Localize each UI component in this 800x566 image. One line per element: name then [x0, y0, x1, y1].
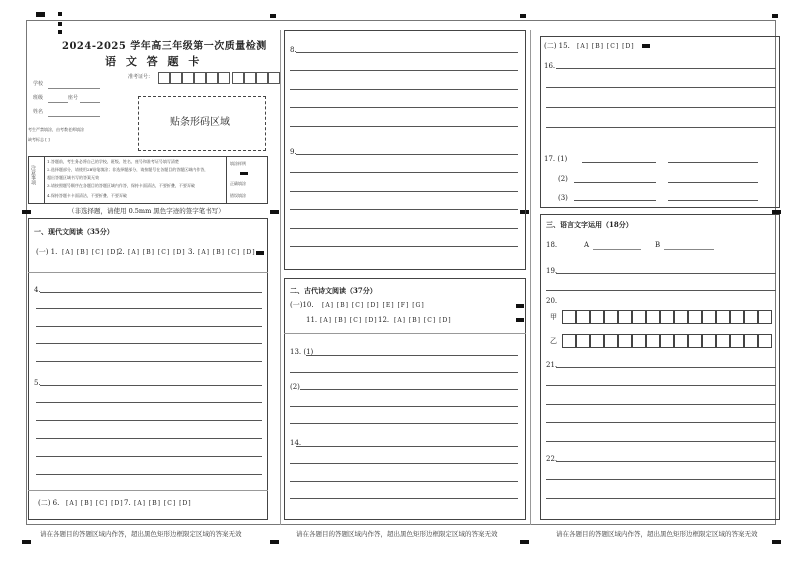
q20-number: 20. — [546, 297, 558, 305]
writing-line[interactable] — [546, 498, 776, 499]
writing-line[interactable] — [668, 182, 758, 183]
alignment-mark — [270, 14, 276, 18]
writing-line[interactable] — [290, 172, 518, 173]
writing-line[interactable] — [574, 200, 656, 201]
answer-area-col2 — [284, 30, 526, 270]
q18-a-line[interactable] — [593, 249, 641, 250]
pen-note: （非选择题，请使用 0.5mm 黑色字迹的签字笔书写） — [68, 207, 225, 215]
alignment-mark — [22, 540, 31, 544]
q9-number: 9. — [290, 148, 297, 156]
writing-line[interactable] — [556, 273, 776, 274]
q5-number: 5. — [34, 379, 41, 387]
absent-note: 考生严禁填涂，由考教老师填涂 — [28, 127, 84, 132]
q4-number: 4. — [34, 286, 41, 294]
section-mark — [256, 251, 264, 255]
q10-number: (一)10. — [290, 301, 314, 309]
q20-grid-cell[interactable] — [674, 334, 688, 348]
q20-grid-cell[interactable] — [702, 334, 716, 348]
writing-line[interactable] — [36, 361, 262, 362]
q20-grid-cell[interactable] — [576, 310, 590, 324]
writing-line[interactable] — [290, 228, 518, 229]
field-line-name[interactable] — [48, 116, 100, 117]
q15-options[interactable]: [A] [B] [C] [D] — [577, 43, 635, 50]
field-label-name: 姓名 — [33, 109, 44, 115]
alignment-mark — [520, 14, 526, 18]
col2-footer: 请在各题目的答题区域内作答，超出黑色矩形边框限定区域的答案无效 — [296, 530, 498, 538]
writing-line[interactable] — [290, 246, 518, 247]
fill-example-label: 填涂样例 — [230, 161, 246, 166]
section-title-1: 一、现代文阅读（35分） — [34, 227, 114, 236]
q20-grid-cell[interactable] — [660, 310, 674, 324]
absent-mark[interactable]: 缺考标志 [ ] — [28, 137, 50, 142]
col1-footer: 请在各题目的答题区域内作答，超出黑色矩形边框限定区域的答案无效 — [40, 530, 242, 538]
q1-number: (一) 1. — [36, 248, 58, 256]
question-divider — [28, 490, 268, 491]
notice-line: 4.保持答题卡卡面清洁，不要折叠、不要弄破 — [47, 193, 127, 198]
exam-id-cell[interactable] — [218, 72, 230, 84]
q13-1-number: 13. (1) — [290, 348, 314, 356]
q17-1-number: 17. (1) — [544, 155, 568, 163]
writing-line[interactable] — [556, 68, 776, 69]
writing-line[interactable] — [574, 182, 656, 183]
writing-line[interactable] — [546, 422, 776, 423]
q2-options[interactable]: [A] [B] [C] [D] — [128, 249, 186, 256]
q20-grid-cell[interactable] — [730, 310, 744, 324]
writing-line[interactable] — [546, 479, 776, 480]
q18-b-label: B — [655, 241, 661, 249]
writing-line[interactable] — [290, 89, 518, 90]
q20-grid-cell[interactable] — [688, 334, 702, 348]
exam-id-cell[interactable] — [232, 72, 244, 84]
q20-grid-cell[interactable] — [590, 334, 604, 348]
alignment-mark — [58, 22, 62, 26]
q18-b-line[interactable] — [664, 249, 714, 250]
writing-line[interactable] — [546, 107, 776, 108]
notice-line: 3.请按照题号顺序在各题目的答题区域内作答，保持卡面清洁，不要折叠，不要弄破 — [47, 183, 195, 188]
writing-line[interactable] — [546, 127, 776, 128]
alignment-mark — [22, 210, 31, 214]
field-label-class: 班级 — [33, 95, 44, 101]
q12-options[interactable]: [A] [B] [C] [D] — [394, 317, 452, 324]
alignment-mark — [772, 540, 781, 544]
exam-id-cell[interactable] — [256, 72, 268, 84]
q19-number: 19. — [546, 267, 558, 275]
q20-grid-cell[interactable] — [632, 310, 646, 324]
writing-line[interactable] — [296, 154, 518, 155]
q15-number: (二) 15. — [544, 42, 570, 50]
writing-line[interactable] — [290, 209, 518, 210]
exam-id-cell[interactable] — [268, 72, 280, 84]
alignment-mark — [270, 540, 279, 544]
q20-grid-cell[interactable] — [744, 310, 758, 324]
q20-grid-cell[interactable] — [744, 334, 758, 348]
writing-line[interactable] — [556, 367, 776, 368]
q20-grid-cell[interactable] — [758, 310, 772, 324]
q6-number: (二) 6. — [38, 499, 60, 507]
q20-grid-cell[interactable] — [730, 334, 744, 348]
notice-divider — [226, 156, 227, 204]
section-title-3: 三、语言文字运用（18分） — [546, 220, 633, 229]
exam-id-label: 准考证号： — [128, 74, 154, 80]
fill-correct-label: 正确填涂 — [230, 181, 246, 186]
writing-line[interactable] — [36, 474, 262, 475]
exam-id-cell[interactable] — [206, 72, 218, 84]
writing-line[interactable] — [546, 385, 776, 386]
writing-line[interactable] — [290, 191, 518, 192]
writing-line[interactable] — [668, 162, 758, 163]
q14-number: 14. — [290, 439, 302, 447]
writing-line[interactable] — [546, 290, 776, 291]
q18-number: 18. — [546, 241, 558, 249]
q22-number: 22. — [546, 455, 558, 463]
q20-grid-cell[interactable] — [562, 334, 576, 348]
alignment-mark — [36, 12, 45, 17]
writing-line[interactable] — [290, 70, 518, 71]
q20-grid-cell[interactable] — [618, 310, 632, 324]
writing-line[interactable] — [546, 441, 776, 442]
notice-line: 1.答题前，考生务必将自己的学校、班级、姓名、座号和准考证号填写清楚 — [47, 159, 179, 164]
column-divider — [280, 30, 281, 525]
exam-title: 2024-2025 学年高三年级第一次质量检测 — [62, 41, 267, 52]
writing-line[interactable] — [36, 308, 262, 309]
writing-line[interactable] — [40, 292, 262, 293]
q20-grid-cell[interactable] — [758, 334, 772, 348]
writing-line[interactable] — [40, 385, 262, 386]
q1-options[interactable]: [A] [B] [C] [D] — [62, 249, 120, 256]
q20-grid-cell[interactable] — [646, 334, 660, 348]
writing-line[interactable] — [36, 343, 262, 344]
writing-line[interactable] — [36, 456, 262, 457]
writing-line[interactable] — [36, 420, 262, 421]
q8-number: 8. — [290, 46, 297, 54]
field-line-school[interactable] — [48, 88, 100, 89]
q20-row1-label: 甲 — [550, 313, 557, 321]
section-mark — [516, 304, 524, 308]
q17-2-number: (2) — [558, 175, 568, 183]
q20-grid-cell[interactable] — [576, 334, 590, 348]
answer-area-col2-lower — [284, 278, 526, 520]
field-label-seat: 座号 — [68, 95, 79, 101]
writing-line[interactable] — [546, 404, 776, 405]
exam-id-cell[interactable] — [244, 72, 256, 84]
alignment-mark — [270, 210, 279, 214]
section-mark — [642, 44, 650, 48]
q18-a-label: A — [584, 241, 590, 249]
q20-grid-cell[interactable] — [688, 310, 702, 324]
q13-2-number: (2) — [290, 383, 300, 391]
exam-id-cell[interactable] — [194, 72, 206, 84]
q20-row2-label: 乙 — [550, 337, 557, 345]
q21-number: 21. — [546, 361, 558, 369]
q7-options[interactable]: [A] [B] [C] [D] — [134, 500, 192, 507]
field-line-class[interactable] — [48, 102, 68, 103]
col3-footer: 请在各题目的答题区域内作答，超出黑色矩形边框限定区域的答案无效 — [556, 530, 758, 538]
q20-grid-cell[interactable] — [674, 310, 688, 324]
q2-number: 2. — [118, 248, 125, 256]
fill-example-mark — [240, 172, 248, 175]
section-title-2: 二、古代诗文阅读（37分） — [290, 286, 377, 295]
q3-options[interactable]: [A] [B] [C] [D] — [198, 249, 256, 256]
q11-options[interactable]: [A] [B] [C] [D] — [320, 317, 378, 324]
notice-divider — [44, 156, 45, 204]
alignment-mark — [58, 30, 62, 34]
q7-number: 7. — [124, 499, 131, 507]
notice-line: 2.选择题部分，请使用2B铅笔填涂；非选择题部分，请按题号在各题目的答题区域内作答， — [47, 167, 209, 172]
q20-grid-cell[interactable] — [632, 334, 646, 348]
q20-grid-cell[interactable] — [702, 310, 716, 324]
section-mark — [516, 318, 524, 322]
q16-number: 16. — [544, 62, 556, 70]
q20-grid-cell[interactable] — [604, 334, 618, 348]
q20-grid-cell[interactable] — [646, 310, 660, 324]
field-label-school: 学校 — [33, 81, 44, 87]
sheet-subtitle: 语 文 答 题 卡 — [105, 55, 203, 68]
writing-line[interactable] — [668, 200, 758, 201]
field-line-seat[interactable] — [80, 102, 100, 103]
q20-grid-cell[interactable] — [590, 310, 604, 324]
alignment-mark — [58, 12, 62, 16]
q11-number: 11. — [306, 316, 318, 324]
notice-label: 注意事项 — [30, 165, 36, 185]
barcode-area-label: 贴条形码区域 — [170, 117, 230, 128]
q20-grid-cell[interactable] — [716, 310, 730, 324]
writing-line[interactable] — [582, 162, 656, 163]
q20-grid-cell[interactable] — [562, 310, 576, 324]
q12-number: 12. — [378, 316, 390, 324]
writing-line[interactable] — [290, 126, 518, 127]
writing-line[interactable] — [36, 438, 262, 439]
q20-grid-cell[interactable] — [660, 334, 674, 348]
q17-3-number: (3) — [558, 194, 568, 202]
exam-id-cell[interactable] — [182, 72, 194, 84]
alignment-mark — [520, 540, 529, 544]
q20-grid-cell[interactable] — [618, 334, 632, 348]
writing-line[interactable] — [546, 87, 776, 88]
question-divider — [284, 333, 526, 334]
writing-line[interactable] — [290, 107, 518, 108]
writing-line[interactable] — [36, 326, 262, 327]
column-divider — [530, 30, 531, 525]
writing-line[interactable] — [556, 461, 776, 462]
question-divider — [28, 272, 268, 273]
notice-line: 超出答题区域书写的答案无效 — [47, 175, 99, 180]
q6-options[interactable]: [A] [B] [C] [D] — [66, 500, 124, 507]
q3-number: 3. — [188, 248, 195, 256]
fill-wrong-label: 错误填涂 — [230, 193, 246, 198]
alignment-mark — [772, 14, 778, 18]
q20-grid-cell[interactable] — [716, 334, 730, 348]
writing-line[interactable] — [296, 52, 518, 53]
exam-id-cell[interactable] — [170, 72, 182, 84]
writing-line[interactable] — [36, 402, 262, 403]
q20-grid-cell[interactable] — [604, 310, 618, 324]
exam-id-cell[interactable] — [158, 72, 170, 84]
q10-options[interactable]: [A] [B] [C] [D] [E] [F] [G] — [322, 302, 425, 309]
